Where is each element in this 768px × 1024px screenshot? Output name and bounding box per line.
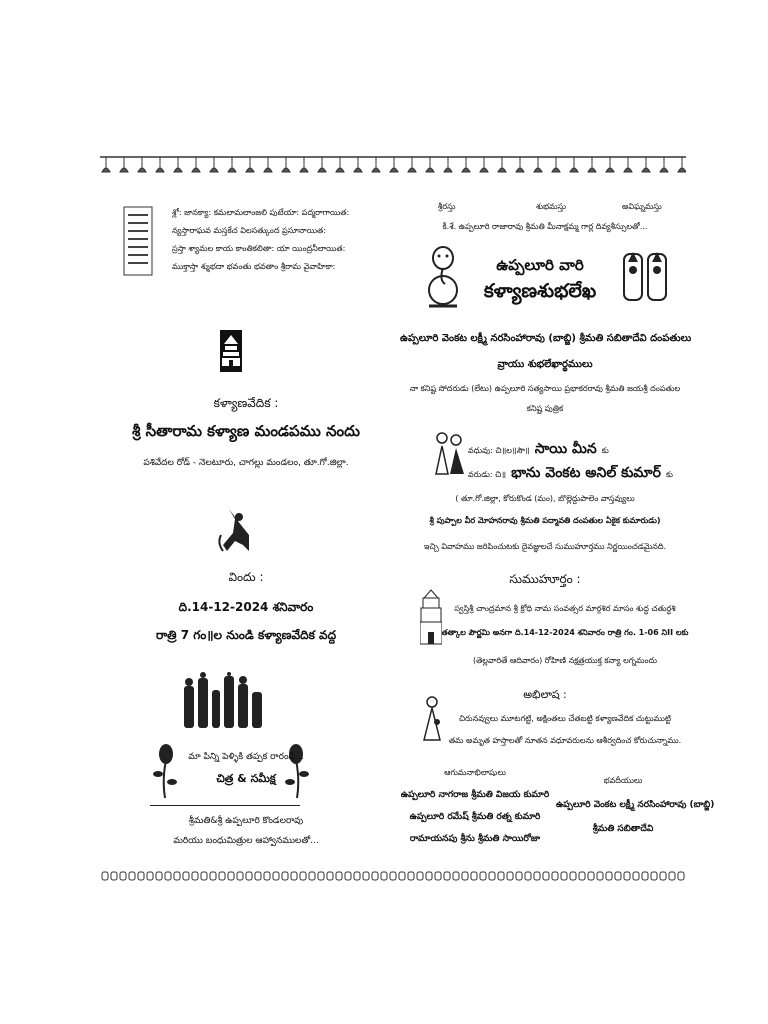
welcome-label: ఆగుమనాభిలాషులు [444, 768, 506, 777]
strip-mark [534, 872, 540, 880]
muhurtham-line: స్వస్తిశ్రీ చాంద్రమాన శ్రీ క్రోధి నామ సంవత్సర మార్గశిర మాసం శుద్ధ చతుర్ధశి [454, 604, 676, 613]
strip-mark [282, 872, 288, 880]
left-footer-line: శ్రీమతి&శ్రీ ఉప్పలూరి కొండలరావు [188, 816, 304, 826]
strip-mark [516, 872, 522, 880]
strip-mark [471, 872, 477, 880]
strip-mark [480, 872, 486, 880]
venue-label: కళ్యాణవేదిక : [213, 396, 279, 410]
strip-mark [642, 872, 648, 880]
strip-mark [210, 872, 216, 880]
strip-mark [552, 872, 558, 880]
venkateswara-icon [620, 248, 670, 304]
strip-mark [489, 872, 495, 880]
strip-mark [183, 872, 189, 880]
fringe-bell [318, 157, 326, 172]
strip-mark [237, 872, 243, 880]
fringe-bell [282, 157, 290, 172]
blessing-line: తమ అమృత హస్తాలతో నూతన వధూవరులను ఆశీర్వదించ కోరుచున్నాము. [448, 736, 682, 745]
fringe-bell [138, 157, 146, 172]
top-decorative-fringe [100, 154, 686, 184]
blessing-label: అభిలాష : [523, 688, 567, 701]
strip-mark [399, 872, 405, 880]
compliments-label: భవదీయులు [603, 776, 643, 785]
temple-icon [120, 205, 156, 277]
strip-mark [255, 872, 261, 880]
strip-mark [660, 872, 666, 880]
fringe-bell [210, 157, 218, 172]
fringe-bell [570, 157, 578, 172]
strip-mark [651, 872, 657, 880]
fringe-bell [300, 157, 308, 172]
strip-mark [435, 872, 441, 880]
strip-mark [462, 872, 468, 880]
compliments-name: ఉప్పలూరి వెంకట లక్ష్మీ నరసింహారావు (బాబ్జి) [556, 800, 715, 810]
fringe-bell [552, 157, 560, 172]
dinner-date: ది.14-12-2024 శనివారం [178, 600, 314, 614]
strip-mark [138, 872, 144, 880]
shloka-line: న్యస్తారాఘవ మస్తకేచ విలసత్కుంద ప్రసూనాయిత: [172, 226, 326, 235]
elephant-icon [215, 505, 253, 555]
strip-mark [543, 872, 549, 880]
strip-mark [363, 872, 369, 880]
strip-mark [300, 872, 306, 880]
shloka-block [172, 208, 349, 280]
gopuram-icon [420, 588, 442, 646]
strip-mark [426, 872, 432, 880]
strip-mark [102, 872, 108, 880]
strip-mark [201, 872, 207, 880]
strip-mark [615, 872, 621, 880]
fringe-bell [642, 157, 650, 172]
blessing-3: అవిఘ్నమస్తు [622, 202, 662, 211]
strip-mark [246, 872, 252, 880]
fringe-bell [264, 157, 272, 172]
fringe-bell [480, 157, 488, 172]
strip-mark [678, 872, 684, 880]
fringe-bell [624, 157, 632, 172]
strip-mark [624, 872, 630, 880]
strip-mark [372, 872, 378, 880]
fringe-bell [354, 157, 362, 172]
strip-mark [588, 872, 594, 880]
fringe-bell [246, 157, 254, 172]
strip-mark [165, 872, 171, 880]
dinner-label: విందు : [228, 570, 264, 584]
strip-mark [579, 872, 585, 880]
fringe-bell [606, 157, 614, 172]
strip-mark [669, 872, 675, 880]
strip-mark [633, 872, 639, 880]
writes-line: వ్రాయు శుభలేఖార్థములు [497, 359, 593, 370]
family-name: ఉప్పలూరి వారి [496, 256, 584, 274]
hosts-line: ఉప్పలూరి వెంకట లక్ష్మీ నరసింహారావు (బాబ్జి) శ్రీమతి సబితాదేవి దంపతులు [400, 333, 692, 344]
fringe-bell [660, 157, 668, 172]
fringe-bell [444, 157, 452, 172]
strip-mark [327, 872, 333, 880]
strip-mark [354, 872, 360, 880]
bride-name: సాయి మీన [534, 441, 597, 457]
fringe-bell [372, 157, 380, 172]
groom-name: భాను వెంకట అనిల్ కుమార్ [511, 465, 661, 481]
fringe-bell [588, 157, 596, 172]
strip-mark [318, 872, 324, 880]
fringe-bell [462, 157, 470, 172]
fringe-bell [678, 157, 686, 172]
strip-mark [174, 872, 180, 880]
strip-mark [606, 872, 612, 880]
strip-mark [453, 872, 459, 880]
bottom-decorative-strip [100, 870, 686, 882]
strip-mark [525, 872, 531, 880]
strip-mark [273, 872, 279, 880]
invitation-title: కళ్యాణశుభలేఖ [483, 280, 597, 302]
fringe-bell [516, 157, 524, 172]
fringe-bell [156, 157, 164, 172]
fringe-bell [228, 157, 236, 172]
strip-mark [444, 872, 450, 880]
gopuram-badge-icon [220, 330, 242, 372]
fringe-bell [498, 157, 506, 172]
fringe-bell [534, 157, 542, 172]
fringe-bell [408, 157, 416, 172]
shloka-line: స్రస్తా శ్యామల కాయ కాంతికలితా: యా యింద్రనీలాయిత: [172, 244, 346, 253]
strip-mark [570, 872, 576, 880]
fringe-bell [192, 157, 200, 172]
strip-mark [498, 872, 504, 880]
strip-mark [111, 872, 117, 880]
strip-mark [228, 872, 234, 880]
groom-prefix: వరుడు: చి॥ [468, 470, 507, 479]
strip-mark [345, 872, 351, 880]
strip-mark [129, 872, 135, 880]
signature-divider [150, 805, 300, 806]
strip-mark [417, 872, 423, 880]
fringe-bell [120, 157, 128, 172]
blessing-1: శ్రీరస్తు [438, 202, 456, 211]
strip-mark [381, 872, 387, 880]
ganesha-icon [425, 244, 461, 312]
strip-mark [291, 872, 297, 880]
left-footer-line: మరియు బంధుమిత్రుల ఆహ్వానములతో... [173, 836, 319, 846]
fringe-bell [426, 157, 434, 172]
groom-line [468, 462, 673, 484]
groom-place: ( తూ.గో.జిల్లా, కోరుకొండ (మం), బొల్లెద్దుపాలెం వాస్తవ్యులు [455, 494, 635, 503]
hands-icon [180, 672, 266, 732]
bride-line [468, 438, 609, 460]
daughter-line: కనిష్ట పుత్రిక [526, 404, 564, 413]
strip-mark [561, 872, 567, 880]
dinner-time: రాత్రి 7 గం॥ల నుండి కళ్యాణవేదిక వద్ద [155, 628, 337, 642]
couple-icon [432, 430, 466, 480]
welcome-name: ఉప్పలూరి నాగరాజ శ్రీమతి విజయ కుమారి [400, 790, 550, 800]
welcome-name: రామాయనపు శ్రీను శ్రీమతి సాయిరోజా [409, 834, 541, 844]
fringe-bell [336, 157, 344, 172]
bride-suffix: కు [601, 446, 609, 455]
strip-mark [408, 872, 414, 880]
shloka-line: ముక్తాస్తా శ్శుభదా భవంతు భవతాం శ్రీరామ వైవాహికా: [172, 262, 336, 271]
ancestors-blessing-line: కీ.శే. ఉప్పలూరి రాజారావు శ్రీమతి మీనాక్షమ్మ గార్ల దివ్యశీస్సులతో... [442, 222, 648, 231]
kids-names: చిత్ర & సమీక్ష [216, 772, 276, 785]
decision-line: ఇచ్చి వివాహము జరిపించుటకు దైవజ్ఞులచే సుముహూర్తము నిర్ణయించడమైనది. [423, 542, 667, 551]
strip-mark [390, 872, 396, 880]
venue-address: పశివేదల రోడ్ - నెలటూరు, చాగల్లు మండలం, తూ.గో.జిల్లా. [143, 458, 349, 468]
welcome-name: ఉప్పలూరి రమేష్ శ్రీమతి రత్న కుమారి [409, 812, 541, 822]
strip-mark [507, 872, 513, 880]
blessing-line: చిరునవ్వులు మూటగట్టి, అక్షింతలు చేతబట్టి కళ్యాణవేదిక చుట్టుముట్టి [458, 714, 672, 723]
kids-invite-line: మా పిన్ని పెళ్ళికి తప్పక రారండి... [188, 752, 304, 762]
bride-prefix: వధువు: చి॥ల॥సౌ॥ [468, 446, 530, 455]
compliments-name: శ్రీమతి సబితాదేవి [592, 824, 654, 834]
strip-mark [192, 872, 198, 880]
flower-icon [284, 740, 310, 800]
strip-mark [597, 872, 603, 880]
strip-mark [156, 872, 162, 880]
groom-suffix: కు [665, 470, 673, 479]
muhurtham-line: తత్కాల పౌర్ణమి అనగా ది.14-12-2024 శనివారం రాత్రి గం. 1-06 నిII లకు [441, 628, 689, 637]
strip-mark [120, 872, 126, 880]
strip-mark [336, 872, 342, 880]
strip-mark [309, 872, 315, 880]
fringe-bell [174, 157, 182, 172]
relation-line: నా కనిష్ట సోదరుడు (లేటు) ఉప్పలూరి సత్యసాయి ప్రభాకరరావు శ్రీమతి జయశ్రీ దంపతుల [409, 384, 681, 393]
muhurtham-line: (తెల్లవారితే ఆదివారం) రోహిణి నక్షత్రయుక్త కన్యా లగ్నమందు [472, 656, 658, 665]
groom-parents: శ్రీ పుప్పాల వీర మోహనరావు శ్రీమతి పద్మావతి దంపతుల ఏకైక కుమారుడు) [429, 516, 661, 525]
fringe-bell [390, 157, 398, 172]
strip-mark [219, 872, 225, 880]
muhurtham-label: సుముహూర్తం : [509, 572, 581, 586]
venue-name: శ్రీ సీతారామ కళ్యాణ మండపము నందు [132, 422, 360, 440]
flower-icon [152, 740, 178, 800]
strip-mark [147, 872, 153, 880]
shloka-line: శ్లో: జానక్యా: కమలామలాంజలి పుటేయా: పద్మరాగాయిత: [172, 208, 350, 217]
strip-mark [264, 872, 270, 880]
fringe-bell [102, 157, 110, 172]
blessing-2: శుభమస్తు [536, 202, 567, 211]
